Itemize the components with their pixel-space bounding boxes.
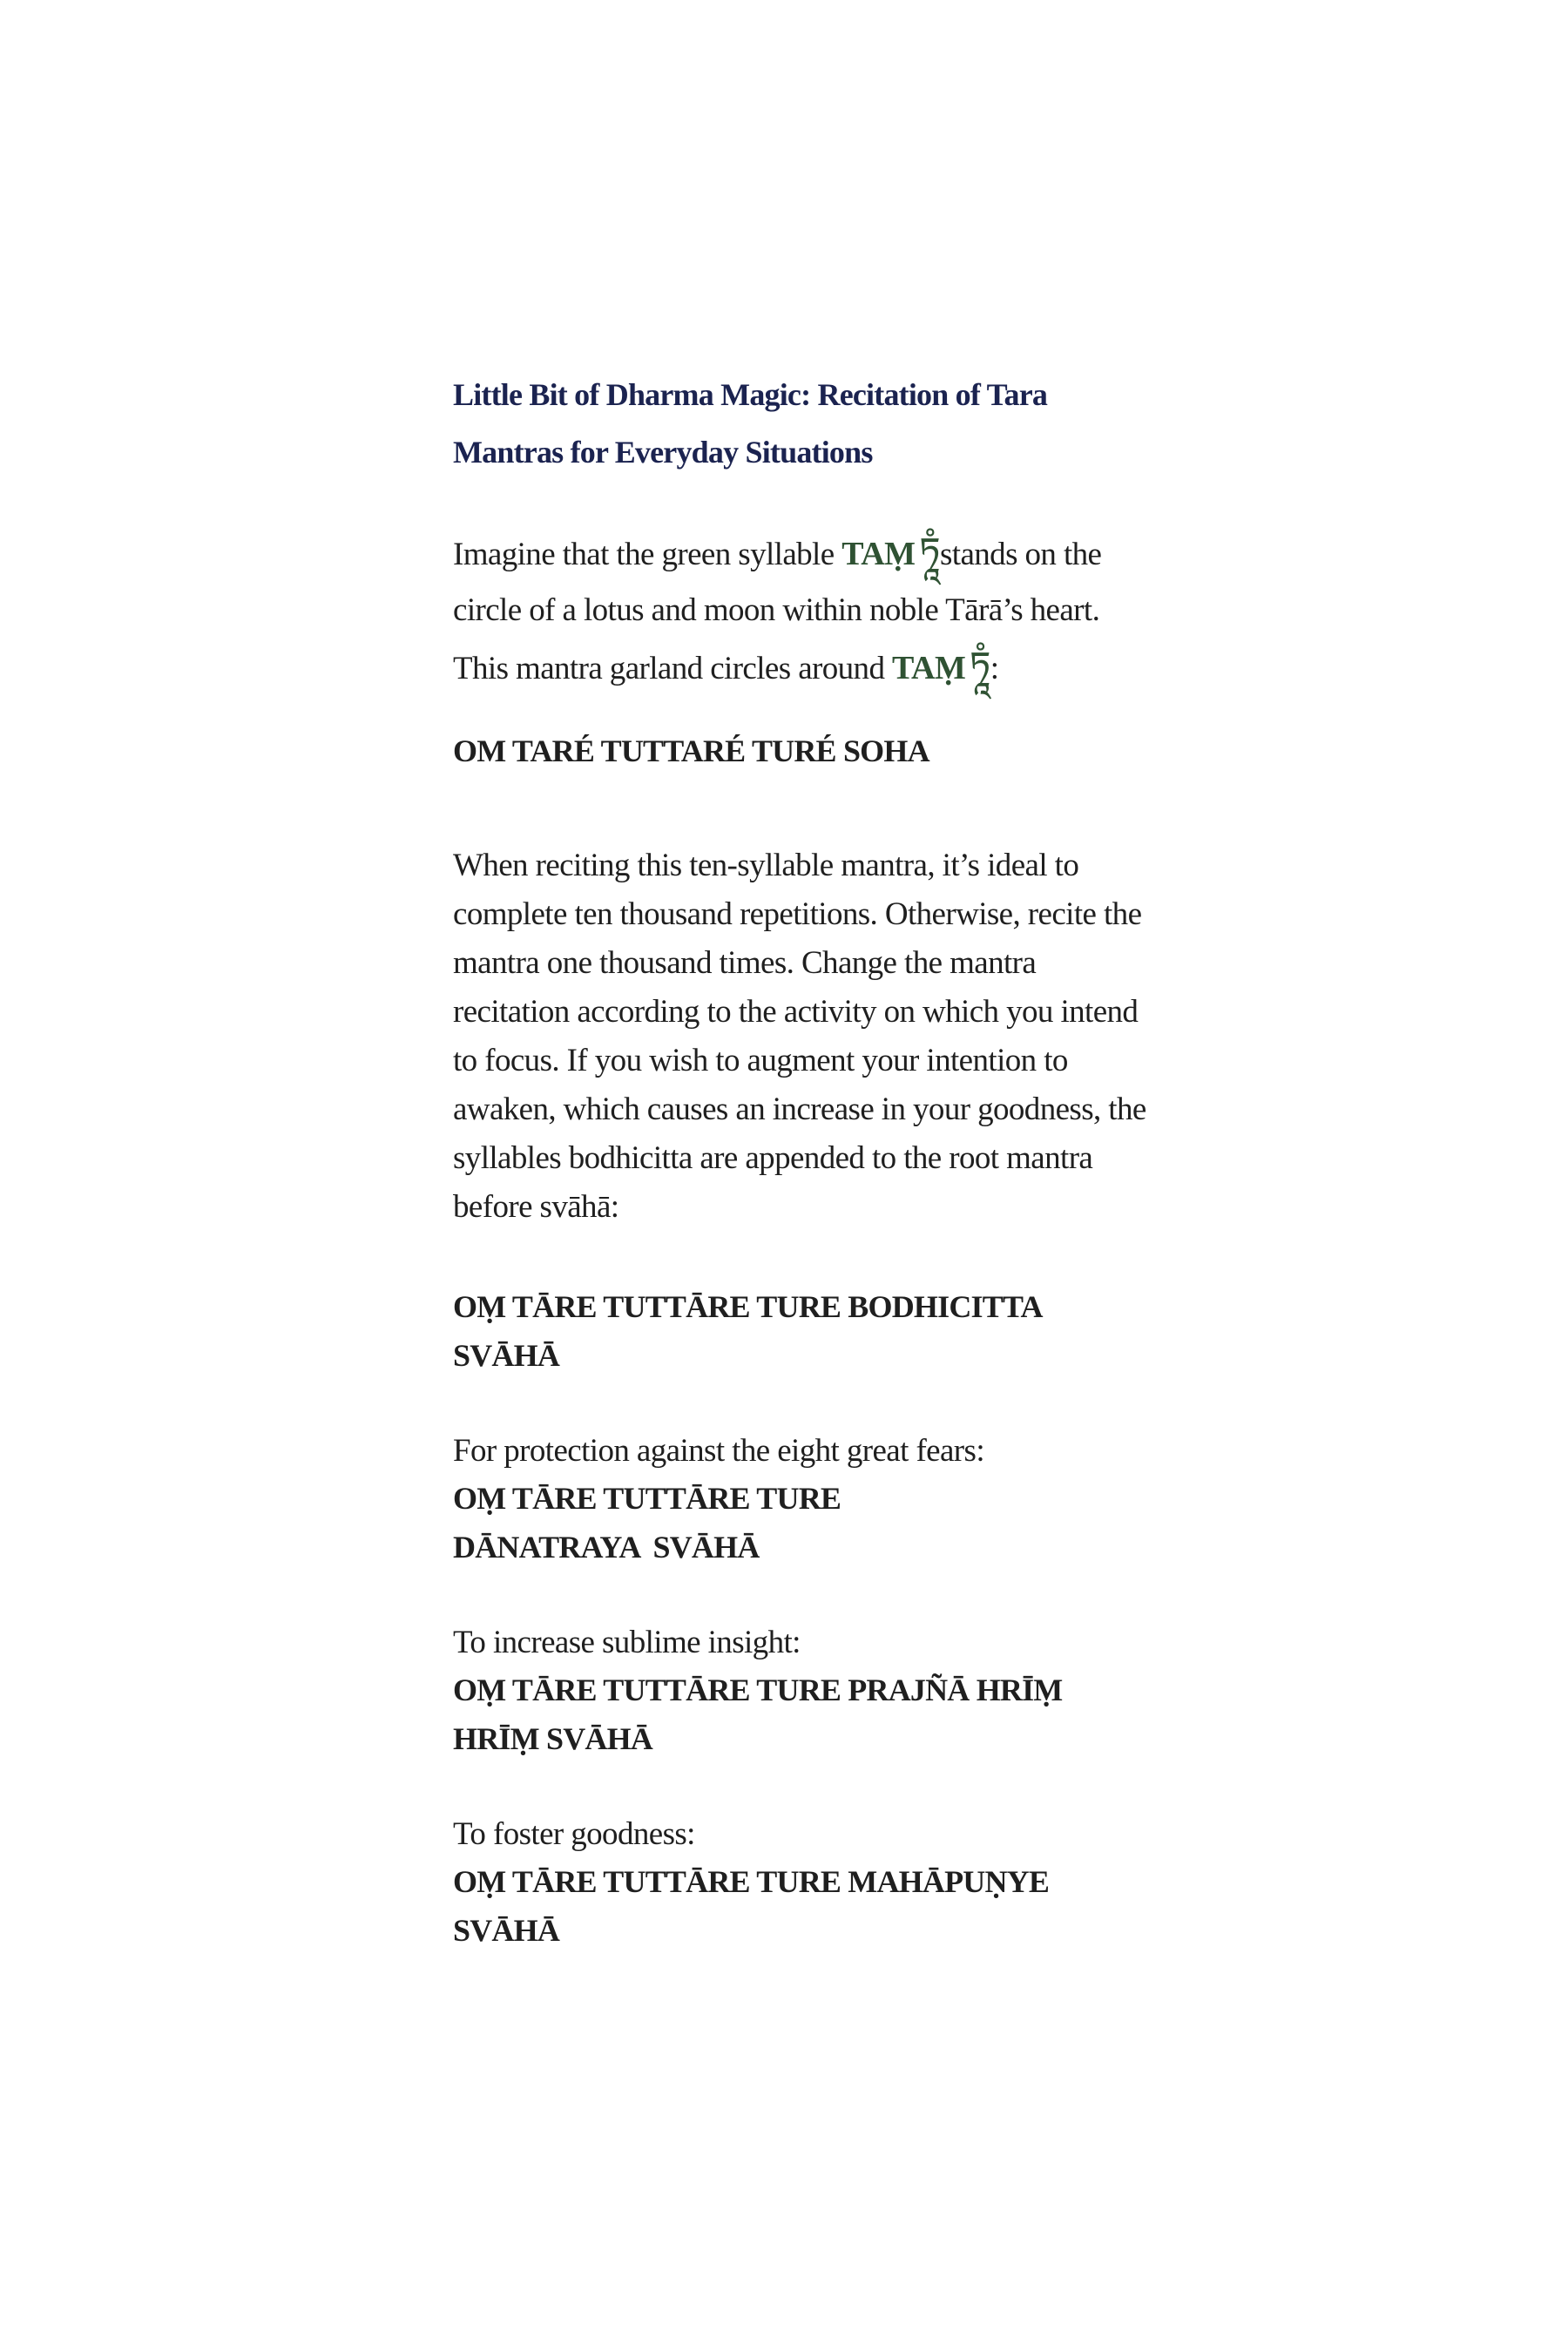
tibetan-syllable-icon-2: ཏཱཾ bbox=[969, 644, 990, 688]
protection-label: For protection against the eight great fears: bbox=[453, 1433, 985, 1469]
bodhicitta-mantra: OṂ TĀRE TUTTĀRE TURE BODHICITTA SVĀHĀ bbox=[453, 1289, 1041, 1373]
goodness-section bbox=[453, 1812, 1237, 1955]
insight-mantra: OṂ TĀRE TUTTĀRE TURE PRAJÑĀ HRĪṂ HRĪṂ SVĀHĀ bbox=[453, 1673, 1063, 1756]
intro-text-1: Imagine that the green syllable bbox=[453, 537, 842, 572]
protection-mantra-main: OṂ TĀRE TUTTĀRE TURE DĀNATRAYA bbox=[453, 1481, 841, 1565]
insight-section bbox=[453, 1620, 1237, 1763]
insight-label: To increase sublime insight: bbox=[453, 1625, 801, 1660]
intro-paragraph bbox=[453, 524, 1150, 697]
protection-section bbox=[453, 1429, 1237, 1571]
protection-mantra-end: SVĀHĀ bbox=[652, 1530, 760, 1565]
intro-text-2: stands on the circle of a lotus and moon within noble Tārā’s heart. This mantra garland circles around bbox=[453, 537, 1102, 686]
goodness-mantra: OṂ TĀRE TUTTĀRE TURE MAHĀPUṆYE SVĀHĀ bbox=[453, 1864, 1050, 1948]
protection-mantra bbox=[453, 1474, 1132, 1571]
document-page bbox=[453, 366, 1237, 1955]
syllable-tam-2: TAṂ bbox=[892, 650, 966, 686]
recitation-paragraph: When reciting this ten-syllable mantra, it’s ideal to complete ten thousand repetitions. Otherwise, recite the mantra one thousand times. Change the mantra recitation according to the activity on which you intend to focus. If you wish to augment your intention to awaken, which causes an increase in your goodness, the syllables bodhicitta are appended to the root mantra before svāhā: bbox=[453, 848, 1146, 1225]
syllable-tam: TAṂ bbox=[841, 536, 916, 572]
intro-text-3: : bbox=[990, 651, 999, 686]
tibetan-syllable-icon: ཏཱཾ bbox=[918, 530, 940, 574]
page-title: Little Bit of Dharma Magic: Recitation of Tara Mantras for Everyday Situations bbox=[453, 377, 1048, 470]
root-mantra: OM TARÉ TUTTARÉ TURÉ SOHA bbox=[453, 733, 929, 768]
goodness-label: To foster goodness: bbox=[453, 1816, 695, 1852]
